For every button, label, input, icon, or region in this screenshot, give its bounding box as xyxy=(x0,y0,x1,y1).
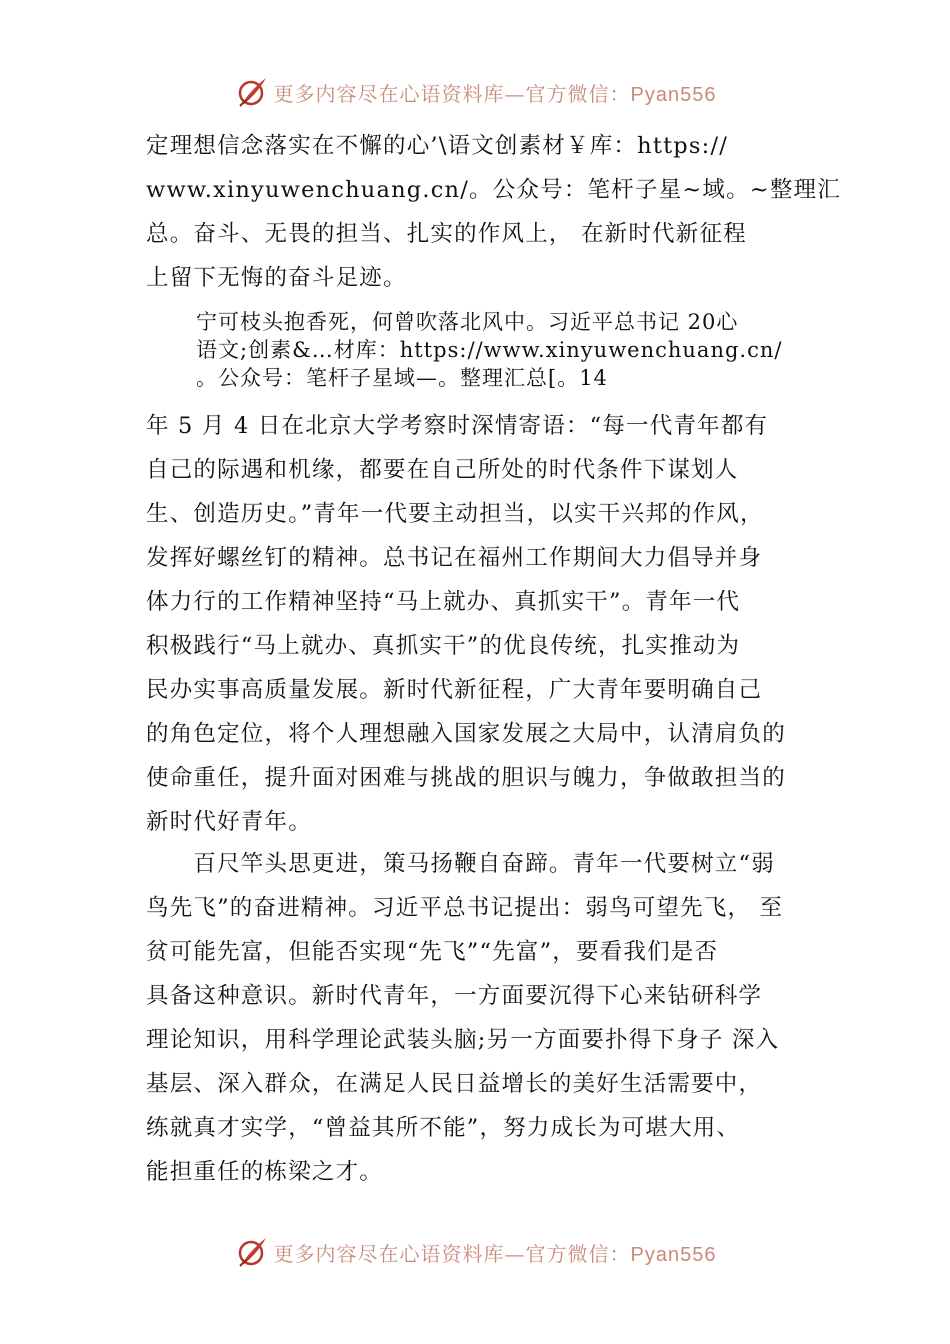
paragraph-line: 定理想信念落实在不懈的心’\语文创素材￥库：https:// xyxy=(146,133,728,159)
paragraph-line: 发挥好螺丝钉的精神。总书记在福州工作期间大力倡导并身 xyxy=(146,545,763,571)
paragraph-line: 具备这种意识。新时代青年，一方面要沉得下心来钻研科学 xyxy=(146,983,763,1009)
paragraph-2 xyxy=(146,404,818,844)
paragraph-line: 贫可能先富，但能否实现“先飞”“先富”，要看我们是否 xyxy=(146,939,719,965)
paragraph-line: 生、创造历史。”青年一代要主动担当，以实干兴邦的作风， xyxy=(146,501,764,527)
paragraph-1 xyxy=(146,124,841,300)
paragraph-line: 积极践行“马上就办、真抓实干”的优良传统，扎实推动为 xyxy=(146,633,741,659)
paragraph-line: 体力行的工作精神坚持“马上就办、真抓实干”。青年一代 xyxy=(146,589,741,615)
red-quill-logo-icon xyxy=(234,74,270,110)
paragraph-line: 新时代好青年。 xyxy=(146,809,312,835)
footer-wechat-id: Pyan556 xyxy=(630,1243,717,1266)
paragraph-line: 百尺竿头思更进，策马扬鞭自奋蹄。青年一代要树立“弱 xyxy=(146,851,775,877)
footer-banner-text xyxy=(274,1238,717,1267)
quote-block xyxy=(196,308,836,392)
quote-line: 语文;创素&…材库：https://www.xinyuwenchuang.cn/ xyxy=(196,338,783,362)
paragraph-line: 年 5 月 4 日在北京大学考察时深情寄语：“每一代青年都有 xyxy=(146,413,769,439)
paragraph-line: 基层、深入群众，在满足人民日益增长的美好生活需要中， xyxy=(146,1071,763,1097)
paragraph-line: 使命重任，提升面对困难与挑战的胆识与魄力，争做敢担当的 xyxy=(146,765,786,791)
paragraph-3 xyxy=(146,842,818,1194)
paragraph-line: 总。奋斗、无畏的担当、扎实的作风上， 在新时代新征程 xyxy=(146,221,747,247)
paragraph-line: 民办实事高质量发展。新时代新征程，广大青年要明确自己 xyxy=(146,677,763,703)
paragraph-line: 练就真才实学，“曾益其所不能”，努力成长为可堪大用、 xyxy=(146,1115,741,1141)
footer-banner xyxy=(0,1232,950,1272)
paragraph-line: 上留下无悔的奋斗足迹。 xyxy=(146,265,407,291)
header-banner-label: 更多内容尽在心语资料库—官方微信： xyxy=(273,81,631,106)
paragraph-line: 自己的际遇和机缘，都要在自己所处的时代条件下谋划人 xyxy=(146,457,739,483)
header-banner-text xyxy=(274,78,717,107)
red-quill-logo-icon xyxy=(234,1234,270,1270)
paragraph-line: 能担重任的栋梁之才。 xyxy=(146,1159,384,1185)
header-wechat-id: Pyan556 xyxy=(630,83,717,106)
paragraph-line: www.xinyuwenchuang.cn/。公众号：笔杆子星~域。~整理汇 xyxy=(146,177,841,203)
paragraph-line: 鸟先飞”的奋进精神。习近平总书记提出：弱鸟可望先飞， 至 xyxy=(146,895,784,921)
header-banner xyxy=(0,72,950,112)
paragraph-line: 的角色定位，将个人理想融入国家发展之大局中，认清肩负的 xyxy=(146,721,786,747)
quote-line: 。公众号：笔杆子星域—。整理汇总[。14 xyxy=(196,366,608,390)
paragraph-line: 理论知识，用科学理论武装头脑;另一方面要扑得下身子 深入 xyxy=(146,1027,780,1053)
footer-banner-label: 更多内容尽在心语资料库—官方微信： xyxy=(273,1241,631,1266)
quote-line: 宁可枝头抱香死，何曾吹落北风中。习近平总书记 20心 xyxy=(196,310,739,334)
